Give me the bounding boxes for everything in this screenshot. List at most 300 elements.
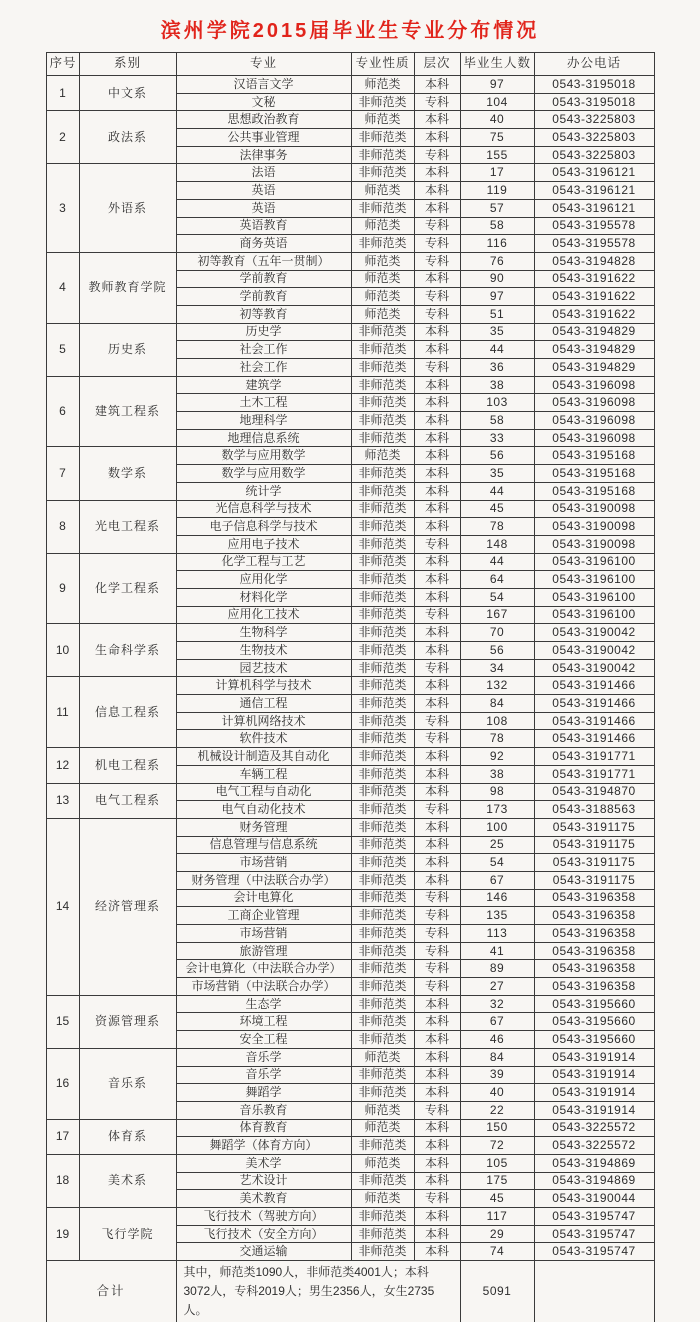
major-type-cell: 非师范类 [351, 1225, 414, 1243]
level-cell: 专科 [414, 1190, 460, 1208]
major-cell: 建筑学 [176, 376, 351, 394]
col-header-no: 序号 [46, 53, 79, 76]
dept-no-cell: 9 [46, 553, 79, 624]
office-phone-cell: 0543-3190098 [534, 518, 654, 536]
office-phone-cell: 0543-3188563 [534, 801, 654, 819]
major-cell: 财务管理（中法联合办学） [176, 871, 351, 889]
level-cell: 本科 [414, 1013, 460, 1031]
level-cell: 本科 [414, 376, 460, 394]
level-cell: 本科 [414, 642, 460, 660]
major-type-cell: 非师范类 [351, 323, 414, 341]
office-phone-cell: 0543-3191622 [534, 288, 654, 306]
level-cell: 本科 [414, 1119, 460, 1137]
major-type-cell: 非师范类 [351, 376, 414, 394]
major-cell: 法律事务 [176, 146, 351, 164]
major-type-cell: 非师范类 [351, 659, 414, 677]
header-row [46, 53, 654, 76]
major-cell: 飞行技术（驾驶方向） [176, 1208, 351, 1226]
level-cell: 专科 [414, 712, 460, 730]
level-cell: 本科 [414, 571, 460, 589]
graduate-count-cell: 56 [460, 642, 534, 660]
level-cell: 本科 [414, 871, 460, 889]
major-type-cell: 非师范类 [351, 1013, 414, 1031]
level-cell: 本科 [414, 429, 460, 447]
graduate-count-cell: 113 [460, 925, 534, 943]
total-phone-cell [534, 1261, 654, 1322]
major-type-cell: 非师范类 [351, 712, 414, 730]
major-cell: 数学与应用数学 [176, 465, 351, 483]
major-type-cell: 非师范类 [351, 801, 414, 819]
major-cell: 音乐学 [176, 1066, 351, 1084]
major-cell: 信息管理与信息系统 [176, 836, 351, 854]
major-type-cell: 非师范类 [351, 1243, 414, 1261]
col-header-major-type: 专业性质 [351, 53, 414, 76]
level-cell: 本科 [414, 447, 460, 465]
graduate-count-cell: 97 [460, 76, 534, 94]
dept-no-cell: 11 [46, 677, 79, 748]
major-cell: 材料化学 [176, 588, 351, 606]
major-type-cell: 非师范类 [351, 412, 414, 430]
col-header-department: 系别 [79, 53, 176, 76]
graduate-count-cell: 119 [460, 182, 534, 200]
major-type-cell: 非师范类 [351, 465, 414, 483]
table-row [46, 76, 654, 94]
dept-no-cell: 5 [46, 323, 79, 376]
table-body [46, 76, 654, 1322]
major-type-cell: 非师范类 [351, 588, 414, 606]
table-row [46, 677, 654, 695]
level-cell: 本科 [414, 341, 460, 359]
dept-no-cell: 17 [46, 1119, 79, 1154]
office-phone-cell: 0543-3191622 [534, 270, 654, 288]
level-cell: 本科 [414, 836, 460, 854]
office-phone-cell: 0543-3225803 [534, 146, 654, 164]
office-phone-cell: 0543-3196121 [534, 164, 654, 182]
table-row [46, 500, 654, 518]
major-cell: 地理科学 [176, 412, 351, 430]
dept-name-cell: 美术系 [79, 1154, 176, 1207]
graduate-count-cell: 17 [460, 164, 534, 182]
level-cell: 本科 [414, 129, 460, 147]
major-type-cell: 非师范类 [351, 199, 414, 217]
major-cell: 生物科学 [176, 624, 351, 642]
level-cell: 本科 [414, 1048, 460, 1066]
office-phone-cell: 0543-3194828 [534, 252, 654, 270]
graduate-count-cell: 75 [460, 129, 534, 147]
dept-name-cell: 信息工程系 [79, 677, 176, 748]
major-cell: 土木工程 [176, 394, 351, 412]
graduate-count-cell: 116 [460, 235, 534, 253]
major-type-cell: 非师范类 [351, 765, 414, 783]
major-cell: 英语 [176, 199, 351, 217]
level-cell: 专科 [414, 217, 460, 235]
table-row [46, 1048, 654, 1066]
graduate-count-cell: 51 [460, 305, 534, 323]
graduate-count-cell: 58 [460, 217, 534, 235]
graduate-count-cell: 104 [460, 93, 534, 111]
dept-no-cell: 4 [46, 252, 79, 323]
dept-name-cell: 机电工程系 [79, 748, 176, 783]
level-cell: 本科 [414, 518, 460, 536]
major-type-cell: 师范类 [351, 111, 414, 129]
dept-no-cell: 18 [46, 1154, 79, 1207]
graduate-count-cell: 72 [460, 1137, 534, 1155]
major-cell: 数学与应用数学 [176, 447, 351, 465]
office-phone-cell: 0543-3191914 [534, 1048, 654, 1066]
dept-no-cell: 14 [46, 818, 79, 995]
level-cell: 专科 [414, 907, 460, 925]
major-type-cell: 非师范类 [351, 359, 414, 377]
graduate-count-cell: 27 [460, 978, 534, 996]
major-type-cell: 非师范类 [351, 571, 414, 589]
major-type-cell: 非师范类 [351, 1031, 414, 1049]
graduate-count-cell: 44 [460, 553, 534, 571]
major-type-cell: 师范类 [351, 270, 414, 288]
level-cell: 本科 [414, 553, 460, 571]
major-type-cell: 非师范类 [351, 871, 414, 889]
dept-no-cell: 2 [46, 111, 79, 164]
level-cell: 本科 [414, 1084, 460, 1102]
major-type-cell: 师范类 [351, 1119, 414, 1137]
major-cell: 思想政治教育 [176, 111, 351, 129]
table-row [46, 553, 654, 571]
dept-name-cell: 音乐系 [79, 1048, 176, 1119]
level-cell: 本科 [414, 854, 460, 872]
major-cell: 学前教育 [176, 288, 351, 306]
major-type-cell: 师范类 [351, 1190, 414, 1208]
level-cell: 专科 [414, 1101, 460, 1119]
graduate-count-cell: 38 [460, 765, 534, 783]
table-row [46, 748, 654, 766]
level-cell: 专科 [414, 606, 460, 624]
dept-no-cell: 19 [46, 1208, 79, 1261]
graduate-count-cell: 54 [460, 588, 534, 606]
major-cell: 音乐学 [176, 1048, 351, 1066]
graduate-count-cell: 97 [460, 288, 534, 306]
major-type-cell: 师范类 [351, 1154, 414, 1172]
dept-name-cell: 飞行学院 [79, 1208, 176, 1261]
major-type-cell: 非师范类 [351, 518, 414, 536]
level-cell: 本科 [414, 677, 460, 695]
office-phone-cell: 0543-3190042 [534, 659, 654, 677]
level-cell: 本科 [414, 588, 460, 606]
dept-no-cell: 12 [46, 748, 79, 783]
office-phone-cell: 0543-3194869 [534, 1172, 654, 1190]
graduate-count-cell: 45 [460, 1190, 534, 1208]
major-type-cell: 非师范类 [351, 606, 414, 624]
level-cell: 专科 [414, 659, 460, 677]
major-cell: 初等教育（五年一贯制） [176, 252, 351, 270]
graduate-count-cell: 25 [460, 836, 534, 854]
table-row [46, 111, 654, 129]
graduate-count-cell: 67 [460, 871, 534, 889]
graduate-count-cell: 108 [460, 712, 534, 730]
level-cell: 专科 [414, 93, 460, 111]
major-type-cell: 非师范类 [351, 624, 414, 642]
dept-no-cell: 13 [46, 783, 79, 818]
office-phone-cell: 0543-3196100 [534, 588, 654, 606]
major-type-cell: 非师范类 [351, 429, 414, 447]
dept-name-cell: 外语系 [79, 164, 176, 252]
level-cell: 本科 [414, 465, 460, 483]
level-cell: 本科 [414, 748, 460, 766]
major-cell: 商务英语 [176, 235, 351, 253]
major-type-cell: 非师范类 [351, 482, 414, 500]
office-phone-cell: 0543-3196358 [534, 942, 654, 960]
major-type-cell: 非师范类 [351, 1084, 414, 1102]
major-cell: 英语教育 [176, 217, 351, 235]
level-cell: 本科 [414, 500, 460, 518]
office-phone-cell: 0543-3196358 [534, 889, 654, 907]
office-phone-cell: 0543-3191914 [534, 1084, 654, 1102]
office-phone-cell: 0543-3190098 [534, 535, 654, 553]
total-note-cell: 其中，师范类1090人，非师范类4001人；本科3072人，专科2019人；男生2356人，女生2735人。 [176, 1261, 460, 1322]
major-cell: 光信息科学与技术 [176, 500, 351, 518]
major-cell: 法语 [176, 164, 351, 182]
level-cell: 专科 [414, 801, 460, 819]
major-cell: 应用化工技术 [176, 606, 351, 624]
major-type-cell: 非师范类 [351, 341, 414, 359]
office-phone-cell: 0543-3190042 [534, 624, 654, 642]
graduate-count-cell: 167 [460, 606, 534, 624]
office-phone-cell: 0543-3190042 [534, 642, 654, 660]
graduate-count-cell: 92 [460, 748, 534, 766]
office-phone-cell: 0543-3196121 [534, 199, 654, 217]
major-cell: 计算机网络技术 [176, 712, 351, 730]
office-phone-cell: 0543-3196121 [534, 182, 654, 200]
major-cell: 安全工程 [176, 1031, 351, 1049]
graduate-count-cell: 54 [460, 854, 534, 872]
major-type-cell: 非师范类 [351, 394, 414, 412]
level-cell: 专科 [414, 235, 460, 253]
level-cell: 专科 [414, 288, 460, 306]
level-cell: 本科 [414, 695, 460, 713]
major-type-cell: 非师范类 [351, 942, 414, 960]
table-row [46, 995, 654, 1013]
dept-name-cell: 化学工程系 [79, 553, 176, 624]
office-phone-cell: 0543-3191175 [534, 818, 654, 836]
graduate-count-cell: 67 [460, 1013, 534, 1031]
office-phone-cell: 0543-3194869 [534, 1154, 654, 1172]
major-cell: 会计电算化（中法联合办学） [176, 960, 351, 978]
graduate-count-cell: 45 [460, 500, 534, 518]
major-cell: 美术教育 [176, 1190, 351, 1208]
office-phone-cell: 0543-3195747 [534, 1243, 654, 1261]
office-phone-cell: 0543-3191466 [534, 677, 654, 695]
graduate-count-cell: 64 [460, 571, 534, 589]
graduate-count-cell: 46 [460, 1031, 534, 1049]
major-type-cell: 非师范类 [351, 1137, 414, 1155]
office-phone-cell: 0543-3195578 [534, 235, 654, 253]
graduate-count-cell: 146 [460, 889, 534, 907]
level-cell: 本科 [414, 323, 460, 341]
office-phone-cell: 0543-3191771 [534, 748, 654, 766]
office-phone-cell: 0543-3196358 [534, 925, 654, 943]
dept-no-cell: 10 [46, 624, 79, 677]
office-phone-cell: 0543-3225803 [534, 129, 654, 147]
major-cell: 环境工程 [176, 1013, 351, 1031]
graduate-count-cell: 148 [460, 535, 534, 553]
major-type-cell: 非师范类 [351, 553, 414, 571]
major-type-cell: 非师范类 [351, 818, 414, 836]
level-cell: 本科 [414, 1137, 460, 1155]
graduate-count-cell: 84 [460, 695, 534, 713]
major-cell: 电气自动化技术 [176, 801, 351, 819]
graduate-count-cell: 57 [460, 199, 534, 217]
graduate-count-cell: 70 [460, 624, 534, 642]
office-phone-cell: 0543-3195660 [534, 1031, 654, 1049]
level-cell: 本科 [414, 76, 460, 94]
dept-no-cell: 15 [46, 995, 79, 1048]
graduate-count-cell: 32 [460, 995, 534, 1013]
graduate-count-cell: 155 [460, 146, 534, 164]
office-phone-cell: 0543-3195747 [534, 1208, 654, 1226]
office-phone-cell: 0543-3225572 [534, 1137, 654, 1155]
major-cell: 汉语言文学 [176, 76, 351, 94]
col-header-level: 层次 [414, 53, 460, 76]
graduate-count-cell: 35 [460, 323, 534, 341]
dept-no-cell: 3 [46, 164, 79, 252]
page-title: 滨州学院2015届毕业生专业分布情况 [160, 20, 540, 42]
office-phone-cell: 0543-3191175 [534, 854, 654, 872]
table-row [46, 624, 654, 642]
table-row [46, 1119, 654, 1137]
level-cell: 本科 [414, 624, 460, 642]
table-row [46, 323, 654, 341]
office-phone-cell: 0543-3195018 [534, 76, 654, 94]
major-cell: 应用电子技术 [176, 535, 351, 553]
office-phone-cell: 0543-3191914 [534, 1066, 654, 1084]
major-type-cell: 非师范类 [351, 642, 414, 660]
dept-name-cell: 教师教育学院 [79, 252, 176, 323]
table-row [46, 252, 654, 270]
office-phone-cell: 0543-3191622 [534, 305, 654, 323]
office-phone-cell: 0543-3195168 [534, 482, 654, 500]
graduate-count-cell: 103 [460, 394, 534, 412]
dept-name-cell: 历史系 [79, 323, 176, 376]
dept-name-cell: 生命科学系 [79, 624, 176, 677]
major-type-cell: 师范类 [351, 288, 414, 306]
major-type-cell: 师范类 [351, 217, 414, 235]
graduate-count-cell: 175 [460, 1172, 534, 1190]
major-type-cell: 非师范类 [351, 1172, 414, 1190]
major-cell: 园艺技术 [176, 659, 351, 677]
major-type-cell: 非师范类 [351, 995, 414, 1013]
major-type-cell: 非师范类 [351, 889, 414, 907]
level-cell: 本科 [414, 1066, 460, 1084]
major-cell: 社会工作 [176, 359, 351, 377]
office-phone-cell: 0543-3195168 [534, 465, 654, 483]
major-type-cell: 非师范类 [351, 925, 414, 943]
office-phone-cell: 0543-3195660 [534, 995, 654, 1013]
major-type-cell: 非师范类 [351, 535, 414, 553]
major-cell: 初等教育 [176, 305, 351, 323]
level-cell: 本科 [414, 482, 460, 500]
graduate-count-cell: 38 [460, 376, 534, 394]
major-cell: 交通运输 [176, 1243, 351, 1261]
total-row [46, 1261, 654, 1322]
graduate-count-cell: 56 [460, 447, 534, 465]
office-phone-cell: 0543-3191466 [534, 712, 654, 730]
graduate-count-cell: 76 [460, 252, 534, 270]
office-phone-cell: 0543-3225572 [534, 1119, 654, 1137]
dept-no-cell: 16 [46, 1048, 79, 1119]
level-cell: 专科 [414, 925, 460, 943]
dept-name-cell: 政法系 [79, 111, 176, 164]
level-cell: 本科 [414, 111, 460, 129]
major-cell: 舞蹈学 [176, 1084, 351, 1102]
level-cell: 本科 [414, 164, 460, 182]
graduate-count-cell: 22 [460, 1101, 534, 1119]
major-cell: 音乐教育 [176, 1101, 351, 1119]
office-phone-cell: 0543-3191466 [534, 695, 654, 713]
total-label-cell: 合计 [46, 1261, 176, 1322]
dept-name-cell: 中文系 [79, 76, 176, 111]
dept-name-cell: 资源管理系 [79, 995, 176, 1048]
level-cell: 专科 [414, 252, 460, 270]
level-cell: 本科 [414, 765, 460, 783]
major-cell: 学前教育 [176, 270, 351, 288]
major-type-cell: 师范类 [351, 252, 414, 270]
level-cell: 本科 [414, 1208, 460, 1226]
major-cell: 计算机科学与技术 [176, 677, 351, 695]
office-phone-cell: 0543-3191466 [534, 730, 654, 748]
office-phone-cell: 0543-3196100 [534, 606, 654, 624]
major-cell: 化学工程与工艺 [176, 553, 351, 571]
graduate-count-cell: 36 [460, 359, 534, 377]
col-header-major: 专业 [176, 53, 351, 76]
major-cell: 文秘 [176, 93, 351, 111]
major-cell: 市场营销 [176, 925, 351, 943]
major-type-cell: 非师范类 [351, 1208, 414, 1226]
major-cell: 地理信息系统 [176, 429, 351, 447]
graduate-count-cell: 39 [460, 1066, 534, 1084]
dept-name-cell: 体育系 [79, 1119, 176, 1154]
graduate-count-cell: 98 [460, 783, 534, 801]
major-cell: 飞行技术（安全方向） [176, 1225, 351, 1243]
graduate-count-cell: 41 [460, 942, 534, 960]
office-phone-cell: 0543-3191914 [534, 1101, 654, 1119]
graduate-count-cell: 58 [460, 412, 534, 430]
major-type-cell: 非师范类 [351, 748, 414, 766]
major-cell: 通信工程 [176, 695, 351, 713]
table-row [46, 164, 654, 182]
level-cell: 本科 [414, 1172, 460, 1190]
office-phone-cell: 0543-3196100 [534, 571, 654, 589]
graduate-count-cell: 44 [460, 482, 534, 500]
office-phone-cell: 0543-3195660 [534, 1013, 654, 1031]
graduate-count-cell: 117 [460, 1208, 534, 1226]
major-cell: 统计学 [176, 482, 351, 500]
graduate-count-cell: 105 [460, 1154, 534, 1172]
major-type-cell: 非师范类 [351, 907, 414, 925]
office-phone-cell: 0543-3194829 [534, 359, 654, 377]
major-type-cell: 非师范类 [351, 854, 414, 872]
office-phone-cell: 0543-3196098 [534, 412, 654, 430]
level-cell: 本科 [414, 412, 460, 430]
table-row [46, 818, 654, 836]
office-phone-cell: 0543-3196098 [534, 376, 654, 394]
level-cell: 本科 [414, 1154, 460, 1172]
major-type-cell: 非师范类 [351, 146, 414, 164]
major-type-cell: 非师范类 [351, 93, 414, 111]
office-phone-cell: 0543-3190044 [534, 1190, 654, 1208]
dept-name-cell: 数学系 [79, 447, 176, 500]
office-phone-cell: 0543-3196098 [534, 429, 654, 447]
major-cell: 舞蹈学（体育方向） [176, 1137, 351, 1155]
major-type-cell: 非师范类 [351, 129, 414, 147]
level-cell: 本科 [414, 270, 460, 288]
